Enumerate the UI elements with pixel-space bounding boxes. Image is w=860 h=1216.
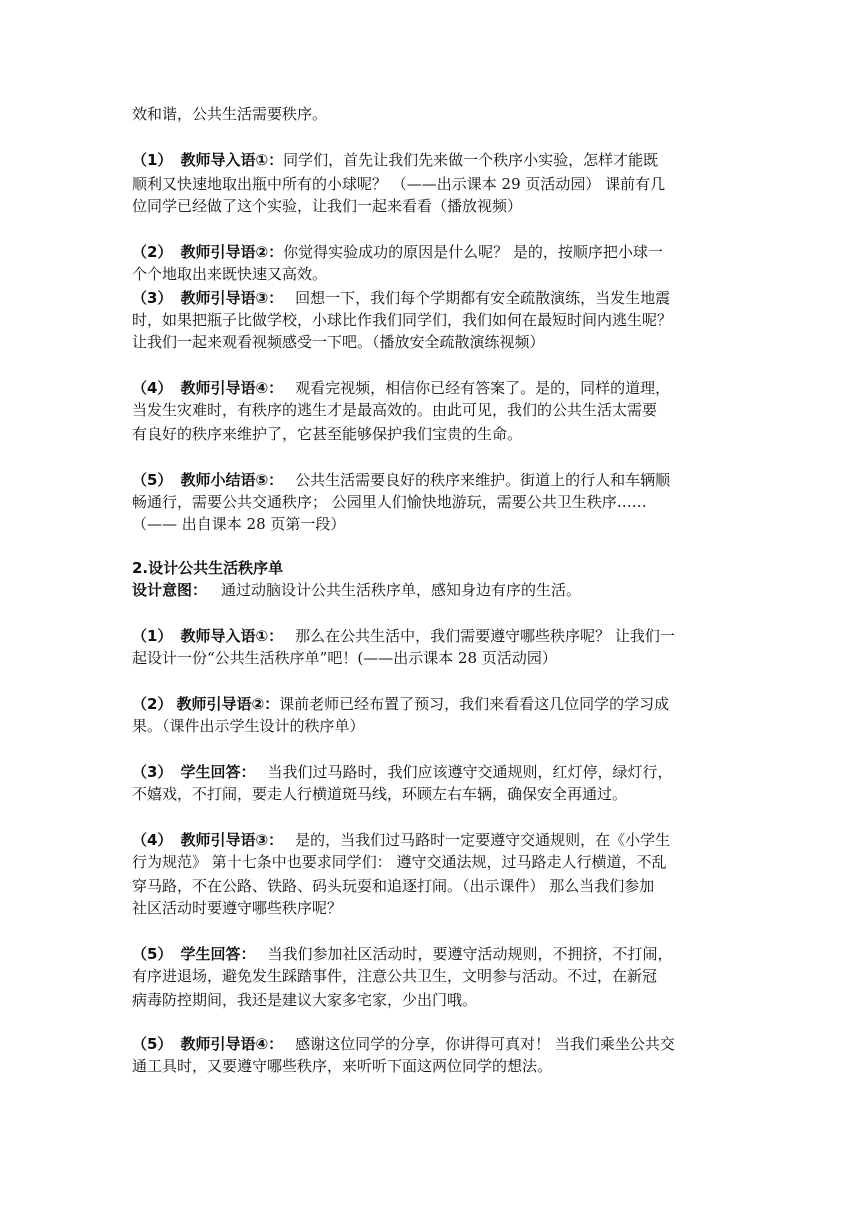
line-text: 位同学已经做了这个实验，让我们一起来看看（播放视频） [132,197,523,215]
text-line [132,264,732,284]
text-line [132,400,732,420]
line-text: 时，如果把瓶子比做学校，小球比作我们同学们，我们如何在最短时间内逃生呢？ [132,311,673,329]
text-line [132,492,732,512]
line-text: 畅通行，需要公共交通秩序； 公园里人们愉快地游玩，需要公共卫生秩序…… [132,493,647,511]
text-line [132,424,732,444]
item-label: 教师导入语①： [180,151,284,169]
text-line [132,784,732,804]
line-text: 公共生活需要良好的秩序来维护。街道上的行人和车辆顺 [295,471,671,489]
text-line [132,332,732,352]
item-number: （5） [132,945,173,963]
text-line [132,196,732,216]
line-text: 感谢这位同学的分享，你讲得可真对！ 当我们乘坐公共交 [295,1035,675,1053]
text-line [132,876,732,896]
item-label: 教师引导语④： [180,1035,284,1053]
paragraph-1-line [132,150,732,170]
item-label: 教师引导语③： [180,289,284,307]
item-number: （2） [132,695,173,713]
section-heading: 2.设计公共生活秩序单 [132,559,284,577]
paragraph-5-line [132,470,732,490]
paragraph-4-line [132,378,732,398]
item-label: 教师引导语②： [180,243,284,261]
line-text: 观看完视频，相信你已经有答案了。是的，同样的道理， [295,379,671,397]
item-label: 教师导入语①： [180,627,284,645]
line-text: 当我们过马路时，我们应该遵守交通规则，红灯停，绿灯行， [267,763,673,781]
text-line [132,990,732,1010]
line-text: 果。（课件出示学生设计的秩序单） [132,717,365,735]
item-number: （2） [132,243,173,261]
text-line [132,174,732,194]
text-line [132,104,732,124]
paragraph-2-line [132,242,732,262]
line-text: 病毒防控期间，我还是建议大家多宅家，少出门哦。 [132,991,478,1009]
line-text: 不嬉戏，不打闹，要走人行横道斑马线，环顾左右车辆，确保安全再通过。 [132,785,628,803]
line-text: 起设计一份“公共生活秩序单”吧！(——出示课本 28 页活动园） [132,649,557,667]
line-text: 行为规范》 第十七条中也要求同学们： 遵守交通法规，过马路走人行横道，不乱 [132,853,667,871]
line-text: 通工具时，又要遵守哪些秩序，来听听下面这两位同学的想法。 [132,1057,553,1075]
item-label: 学生回答： [180,945,256,963]
line-text: 穿马路，不在公路、铁路、码头玩耍和追逐打闹。（出示课件） 那么当我们参加 [132,877,655,895]
text-line [132,852,732,872]
paragraph-1-line [132,626,732,646]
item-number: （5） [132,471,173,489]
paragraph-3-line [132,762,732,782]
line-text: 顺利又快速地取出瓶中所有的小球呢？ （——出示课本 29 页活动园） 课前有几 [132,175,666,193]
item-number: （3） [132,289,173,307]
item-label: 学生回答： [180,763,256,781]
paragraph-5-line [132,944,732,964]
paragraph-3-line [132,288,732,308]
line-text: 课前老师已经布置了预习，我们来看看这几位同学的学习成 [279,695,670,713]
line-text: 有序进退场，避免发生踩踏事件，注意公共卫生，文明参与活动。不过，在新冠 [132,967,658,985]
paragraph-4-line [132,830,732,850]
line-text: 效和谐，公共生活需要秩序。 [132,105,328,123]
item-number: （1） [132,627,173,645]
line-text: 社区活动时要遵守哪些秩序呢？ [132,899,343,917]
item-number: （4） [132,379,173,397]
line-text: （—— 出自课本 28 页第一段） [132,515,346,533]
item-label: 教师引导语③： [180,831,284,849]
item-number: （1） [132,151,173,169]
text-line [132,966,732,986]
line-text: 是的，当我们过马路时一定要遵守交通规则，在《小学生 [295,831,671,849]
paragraph-6-line [132,1034,732,1054]
line-text: 当发生灾难时，有秩序的逃生才是最高效的。由此可见，我们的公共生活太需要 [132,401,658,419]
line-text: 当我们参加社区活动时，要遵守活动规则，不拥挤，不打闹， [267,945,673,963]
item-label: 教师引导语②： [176,695,280,713]
line-text: 有良好的秩序来维护了，它甚至能够保护我们宝贵的生命。 [132,425,523,443]
item-label: 教师小结语⑤： [180,471,284,489]
line-text: 个个地取出来既快速又高效。 [132,265,328,283]
text-line [132,310,732,330]
item-number: （3） [132,763,173,781]
text-line [132,1056,732,1076]
line-text: 通过动脑设计公共生活秩序单，感知身边有序的生活。 [221,581,582,599]
line-text: 回想一下，我们每个学期都有安全疏散演练，当发生地震 [295,289,671,307]
item-label: 教师引导语④： [180,379,284,397]
line-text: 那么在公共生活中，我们需要遵守哪些秩序呢？ 让我们一 [295,627,675,645]
design-intent-line [132,580,732,600]
item-number: （4） [132,831,173,849]
text-line [132,514,732,534]
item-label: 设计意图： [132,581,208,599]
line-text: 你觉得实验成功的原因是什么呢？ 是的，按顺序把小球一 [283,243,663,261]
line-text: 让我们一起来观看视频感受一下吧。（播放安全疏散演练视频） [132,333,545,351]
paragraph-2-line [132,694,732,714]
text-line [132,716,732,736]
text-line [132,648,732,668]
line-text: 同学们，首先让我们先来做一个秩序小实验，怎样才能既 [283,151,659,169]
item-number: （5） [132,1035,173,1053]
text-line [132,898,732,918]
